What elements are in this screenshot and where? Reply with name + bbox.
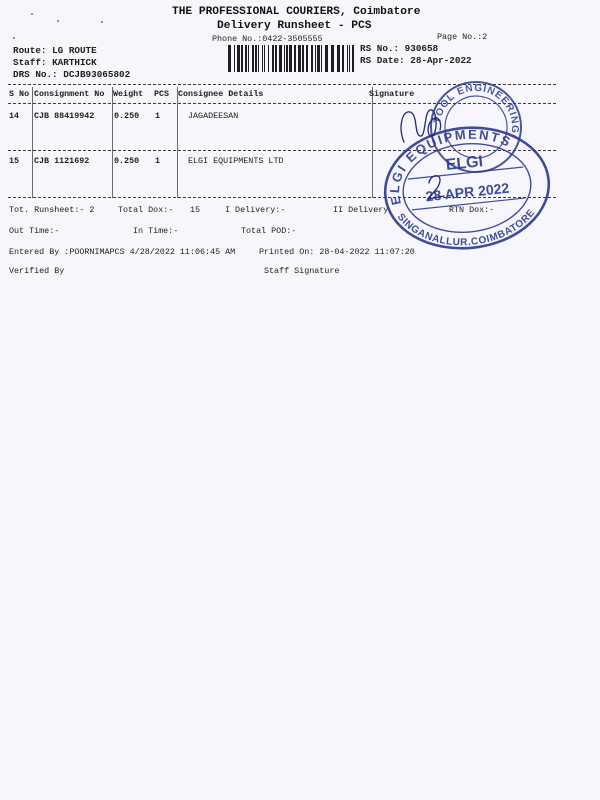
dashed-rule [8,103,556,104]
phone-number [212,34,323,44]
total-runsheet-value: 2 [89,205,95,215]
barcode-bar [252,45,254,72]
barcode-bar [331,45,334,72]
printed-on [259,247,415,257]
company-name: THE PROFESSIONAL COURIERS, Coimbatore [172,6,421,18]
barcode-bar [228,45,231,72]
barcode-bar [272,45,274,72]
oval-stamp-divider [408,167,523,179]
barcode-bar [248,45,249,72]
entered-by-label: Entered By : [9,247,70,257]
route-label: Route: [13,45,47,56]
column-header-consignee: Consignee Details [178,89,264,99]
barcode-bar [255,45,257,72]
drs-number-field [13,69,130,80]
first-delivery-label: I Delivery:- [225,205,286,215]
column-header-pcs: PCS [154,89,170,99]
staff-value: KARTHICK [52,57,97,68]
row-weight: 0.250 [114,156,140,166]
row-sno: 14 [9,111,20,121]
barcode-bar [245,45,247,72]
round-stamp-ring-text: TOOL ENGINEERING [432,82,521,135]
barcode-bar [286,45,288,72]
oval-stamp-ring-bottom-text: SINGANALLUR.COIMBATORE [394,207,538,249]
row-consignment-no: CJB 1121692 [34,156,90,166]
column-divider [177,87,178,198]
barcode-bar [279,45,282,72]
barcode-bar [352,45,354,72]
column-header-signature: Signature [369,89,415,99]
oval-stamp-center-text: ELGI [444,153,484,175]
round-stamp-outer-ring [425,76,527,178]
row-pcs: 1 [155,111,161,121]
printed-on-value: 28-04-2022 11:07:20 [319,247,415,257]
second-delivery-label: II Delivery [333,205,389,215]
total-dox-value: 15 [190,205,201,215]
oval-stamp-ring-top-text: ELGI EQUIPMENTS [386,126,515,207]
row-pcs: 1 [155,156,161,166]
total-runsheet [9,205,94,215]
barcode-bar [347,45,348,72]
total-dox-label: Total Dox:- [118,205,174,215]
barcode-bar [302,45,304,72]
staff-label: Staff: [13,57,47,68]
rtn-dox-label: RTN Dox:- [449,205,495,215]
barcode-bar [321,45,322,72]
dashed-rule [8,197,556,198]
oval-stamp-date: 28 APR 2022 [424,179,510,205]
dashed-rule [8,150,556,151]
barcode [228,45,356,72]
barcode-bar [289,45,292,72]
barcode-bar [317,45,320,72]
barcode-bar [294,45,296,72]
out-time-label: Out Time:- [9,226,60,236]
verified-by-label: Verified By [9,266,65,276]
barcode-bar [315,45,316,72]
barcode-bar [298,45,301,72]
barcode-bar [349,45,350,72]
page-label: Page No.: [437,32,483,42]
printed-on-label: Printed On: [259,247,315,257]
total-pod-label: Total POD:- [241,226,297,236]
rs-no-label: RS No.: [360,43,400,54]
drs-label: DRS No.: [13,69,58,80]
oval-stamp-inner-ring [399,138,535,239]
barcode-bar [342,45,344,72]
row-sno: 15 [9,156,20,166]
tool-engineering-round-stamp [425,76,527,178]
barcode-bar [268,45,269,72]
route-field [13,45,97,56]
row-consignment-no: CJB 88419942 [34,111,95,121]
row-consignee: JAGADEESAN [188,111,239,121]
column-divider [372,87,373,198]
scan-speck [101,21,103,23]
drs-value: DCJB93065802 [63,69,131,80]
barcode-bar [275,45,277,72]
rs-number-field [360,43,438,54]
rs-date-field [360,55,472,66]
document-title: Delivery Runsheet - PCS [217,20,372,32]
page-value: 2 [482,32,488,42]
barcode-bar [241,45,243,72]
barcode-bar [311,45,313,72]
column-divider [112,87,113,198]
barcode-bar [258,45,259,72]
barcode-bar [284,45,285,72]
row-weight: 0.250 [114,111,140,121]
scan-speck [31,13,33,15]
entered-by-user: POORNIMAPCS [69,247,125,257]
row-consignee: ELGI EQUIPMENTS LTD [188,156,284,166]
total-runsheet-label: Tot. Runsheet:- [9,205,85,215]
rs-date-value: 28-Apr-2022 [410,55,472,66]
barcode-bar [337,45,340,72]
staff-field [13,57,97,68]
scan-speck [57,20,59,22]
signature-scribble [428,176,444,199]
signature-scribble [401,110,440,142]
column-header-consignment: Consignment No [34,89,105,99]
route-value: LG ROUTE [52,45,97,56]
page-number [437,32,487,42]
staff-signature-label: Staff Signature [264,266,340,276]
barcode-bar [234,45,235,72]
barcode-bar [325,45,328,72]
column-divider [32,87,33,198]
barcode-bar [306,45,308,72]
rs-date-label: RS Date: [360,55,405,66]
entered-by-datetime: 4/28/2022 11:06:45 AM [129,247,236,257]
scan-speck [13,37,15,39]
barcode-bar [262,45,263,72]
phone-label: Phone No.: [212,34,263,44]
barcode-bar [264,45,265,72]
dashed-rule [8,84,556,85]
rs-no-value: 930658 [404,43,439,54]
phone-value: 0422-3505555 [262,34,323,44]
in-time-label: In Time:- [133,226,179,236]
oval-stamp-outer-ring [379,120,555,256]
barcode-bar [237,45,240,72]
column-header-weight: Weight [113,89,144,99]
column-header-sno: S No [9,89,30,99]
elgi-oval-stamp [379,119,555,257]
entered-by [9,247,235,257]
